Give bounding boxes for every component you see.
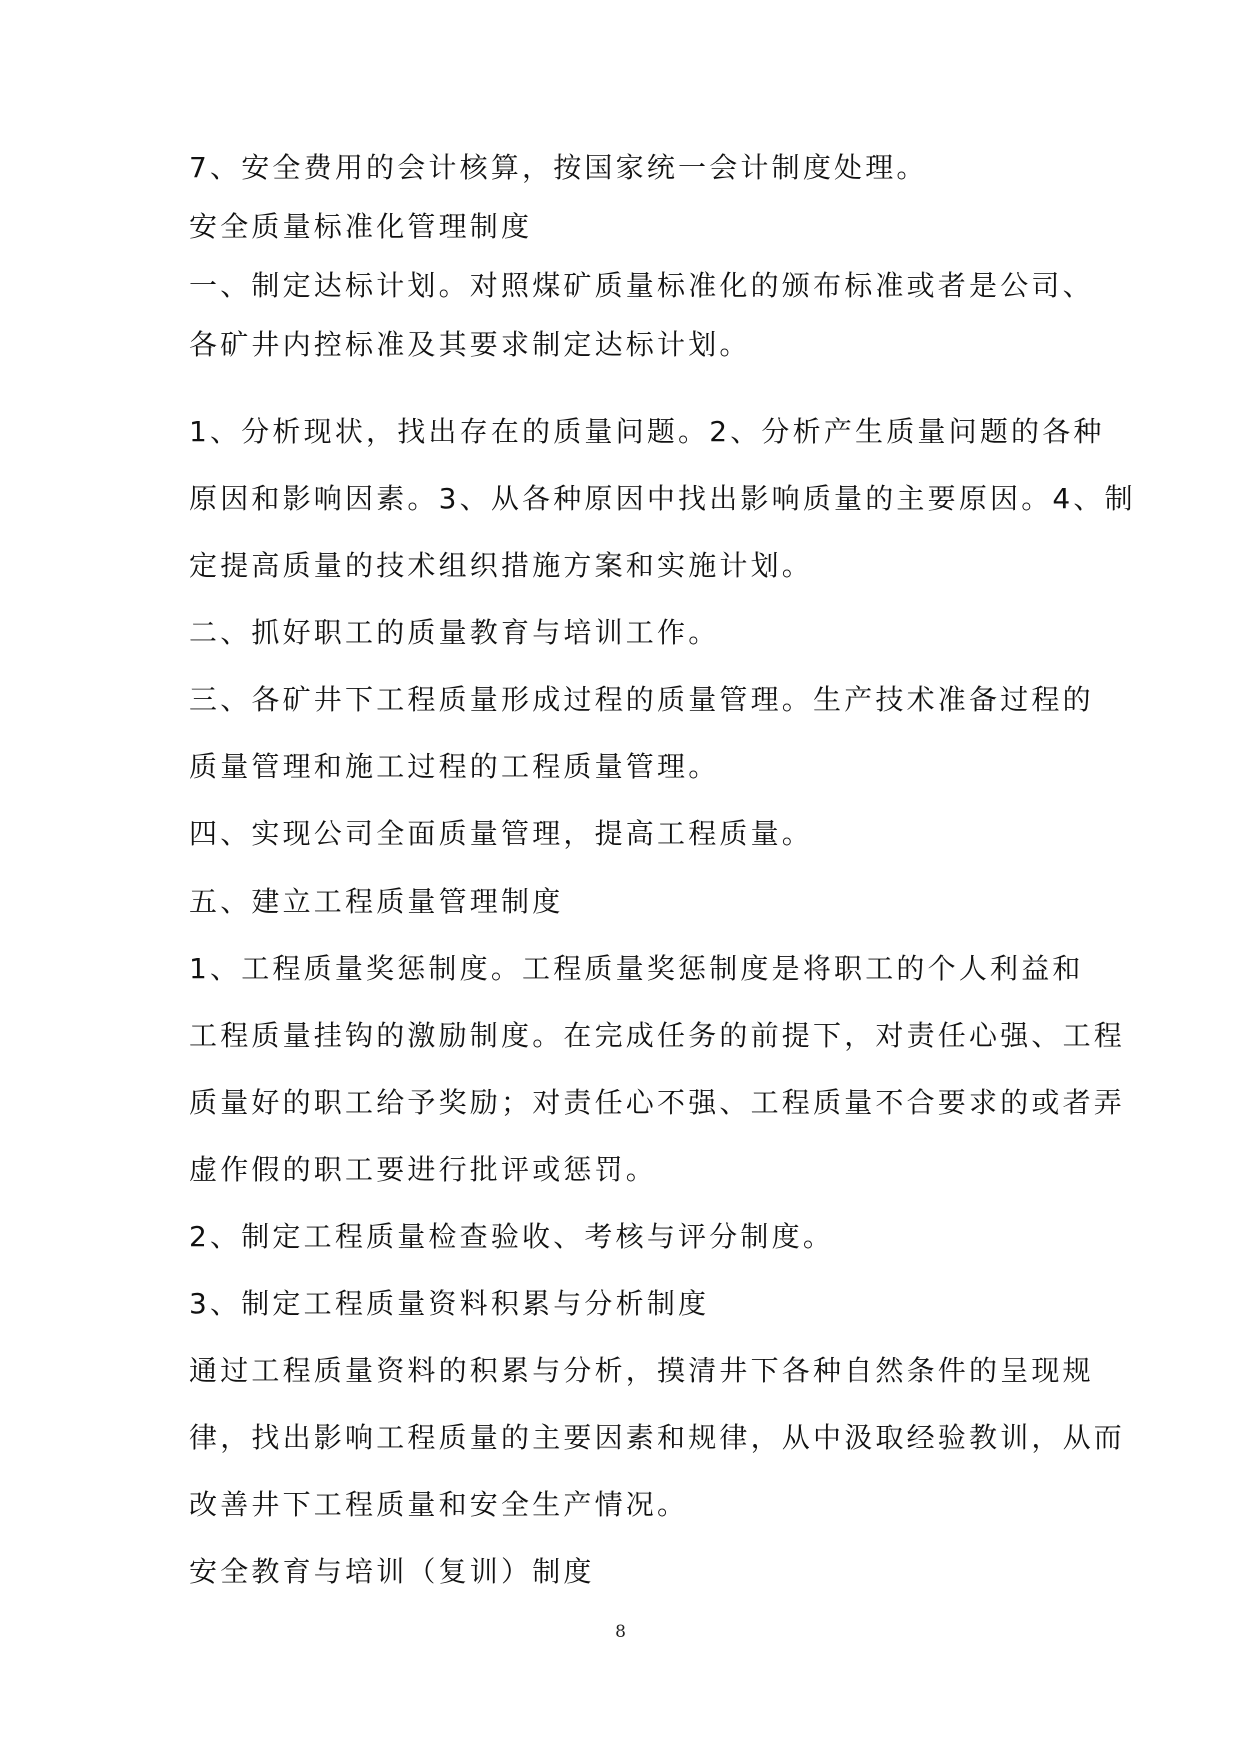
page-number: 8	[615, 1622, 626, 1642]
text-line: 改善井下工程质量和安全生产情况。	[189, 1488, 689, 1521]
text-line: 工程质量挂钩的激励制度。在完成任务的前提下，对责任心强、工程	[189, 1019, 1126, 1052]
text-line: 3、制定工程质量资料积累与分析制度	[189, 1287, 710, 1320]
text-line: 五、建立工程质量管理制度	[189, 885, 564, 918]
text-line: 各矿井内控标准及其要求制定达标计划。	[189, 328, 751, 361]
text-line: 二、抓好职工的质量教育与培训工作。	[189, 616, 720, 649]
text-line: 通过工程质量资料的积累与分析，摸清井下各种自然条件的呈现规	[189, 1354, 1094, 1387]
text-line: 律，找出影响工程质量的主要因素和规律，从中汲取经验教训，从而	[189, 1421, 1126, 1454]
text-line: 三、各矿井下工程质量形成过程的质量管理。生产技术准备过程的	[189, 683, 1094, 716]
text-line: 质量管理和施工过程的工程质量管理。	[189, 750, 720, 783]
text-line: 质量好的职工给予奖励；对责任心不强、工程质量不合要求的或者弄	[189, 1086, 1126, 1119]
text-line: 原因和影响因素。3、从各种原因中找出影响质量的主要原因。4、制	[189, 482, 1136, 515]
text-line: 定提高质量的技术组织措施方案和实施计划。	[189, 549, 814, 582]
section-heading: 安全教育与培训（复训）制度	[189, 1555, 595, 1588]
text-line: 虚作假的职工要进行批评或惩罚。	[189, 1153, 658, 1186]
section-heading: 安全质量标准化管理制度	[189, 210, 533, 243]
text-line: 1、分析现状，找出存在的质量问题。2、分析产生质量问题的各种	[189, 415, 1105, 448]
text-line: 四、实现公司全面质量管理，提高工程质量。	[189, 817, 814, 850]
text-line: 一、制定达标计划。对照煤矿质量标准化的颁布标准或者是公司、	[189, 269, 1094, 302]
text-line: 1、工程质量奖惩制度。工程质量奖惩制度是将职工的个人利益和	[189, 952, 1084, 985]
text-line: 2、制定工程质量检查验收、考核与评分制度。	[189, 1220, 835, 1253]
text-line: 7、安全费用的会计核算，按国家统一会计制度处理。	[189, 151, 928, 184]
